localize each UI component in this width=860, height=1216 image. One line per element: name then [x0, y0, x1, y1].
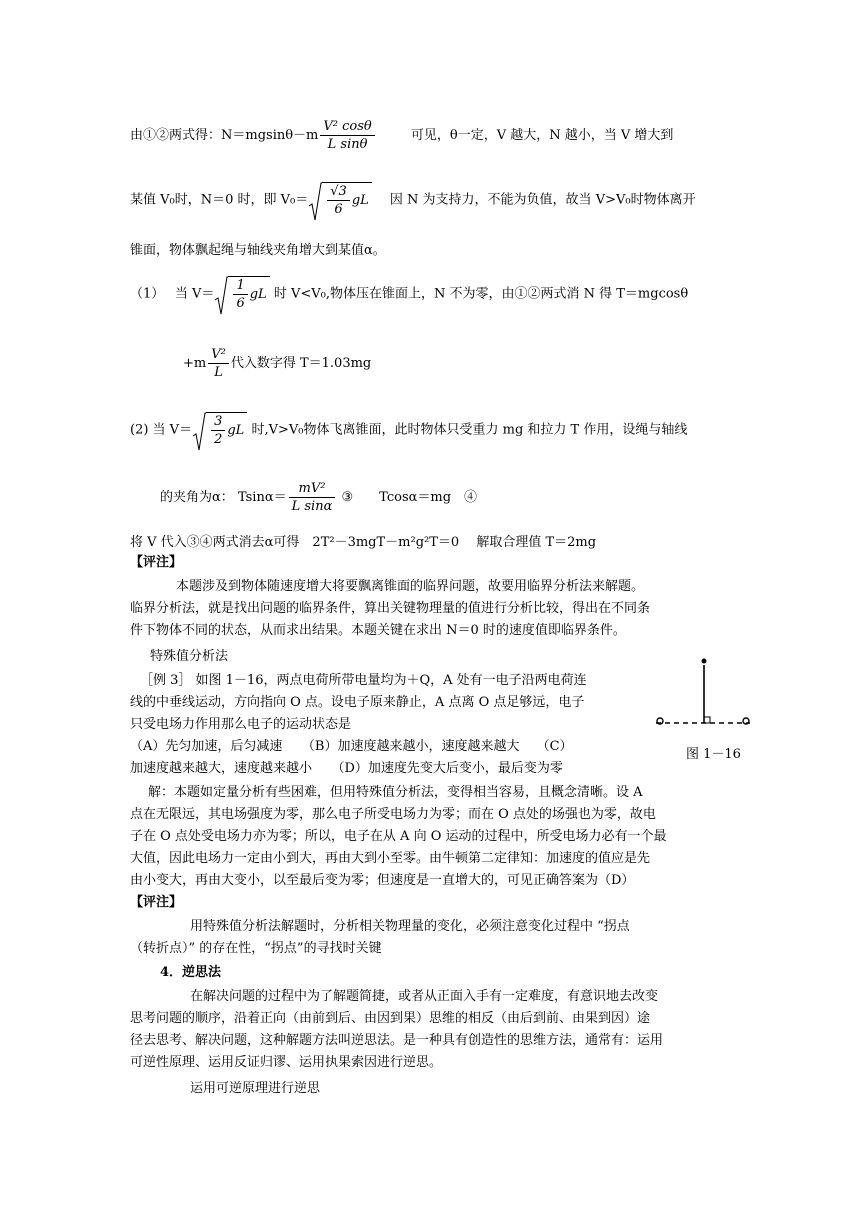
text: 可见，θ一定，V 越大，N 越小，当 V 增大到 [410, 128, 674, 143]
text: 由①②两式得：N＝mgsinθ－m [130, 128, 319, 143]
section-heading: 4．逆思法 [160, 965, 222, 980]
figure-1-16 [652, 655, 762, 765]
comment-label: 【评注】 [130, 555, 183, 570]
charge-diagram [652, 655, 762, 735]
document-page: 由①②两式得：N＝mgsinθ－m $\frac{\text{V² cosθ}}{\text{L sinθ}}$ 可见，θ一定，V 越大，N 越小，当 V 增大到 某值 V₀时，N＝0 时，即 V₀＝ $\frac{√3}{6}$ gL 因 N 为支持力，不能为负值，故当 V>V₀时物体离开 锥面，物体飘起绳与轴线夹角增大到某值α。 （1） 当 V＝ $\frac{1}{6}$ gL 时 V<V₀,物体压在锥面上，N 不为零，由①②两式消 N 得 T＝mgcosθ +m $\frac{\text{V²}}{L}$ 代入数字得 T＝1.03mg (2) 当 V＝ $\frac{3}{2}$ gL 时,V>V₀物体飞离锥面，此时物体只受重力 mg 和拉力 T 作用，设绳与轴线 的夹角为α： Tsinα＝ $\frac{\text{mV²}}{\text{L sinα}}$ ③ Tcosα＝mg ④ 将 V 代入③④两式消去α可得 2T²－3mgT－m²g²T＝0 解取合理值 T＝2mg 【评注】 本题涉及到物体随速度增大将要飘离锥面的临界问题，故要用临界分析法来解题。 临界分析法，就是找出问题的临界条件，算出关键物理量的值进行分析比较，得出在不同条 件下物体不同的状态，从而求出结果。本题关键在求出 N＝0 时的速度值即临界条件。 特殊值分析法 ［例 3］ 如图 1－16，两点电荷所带电量均为＋Q，A 处有一电子沿两电荷连 线的中垂线运动，方向指向 O 点。设电子原来静止，A 点离 O 点足够远，电子 只受电场力作用那么电子的运动状态是 （A）先匀加速，后匀减速 （B）加速度越来越小，速度越来越大 （C） 加速度越来越大，速度越来越小 （D）加速度先变大后变小，最后变为零 图 1－16 解：本题如定量分析有些困难，但用特殊值分析法，变得相当容易，且概念清晰。设 A 点在无限远，其电场强度为零，那么电子所受电场力为零；而在 O 点处的场强也为零，故电 子在 O 点处受电场力亦为零；所以，电子在从 A 向 O 运动的过程中，所受电场力必有一个最 大值，因此电场力一定由小到大，再由大到小至零。由牛顿第二定律知：加速度的值应是先 由小变大，再由大变小，以至最后变为零；但速度是一直增大的，可见正确答案为（D） 【评注】 用特殊值分析法解题时，分析相关物理量的变化，必须注意变化过程中 “拐点 （转折点）” 的存在性，“拐点”的寻找时关键 4．逆思法 在解决问题的过程中为了解题简捷，或者从正面入手有一定难度，有意识地去改变 思考问题的顺序，沿着正向（由前到后、由因到果）思维的相反（由后到前、由果到因）途 径去思考、解决问题，这种解题方法叫逆思法。是一种具有创造性的思维方法，通常有：运用 可逆性原理、运用反证归谬、运用执果索因进行逆思。 运用可逆原理进行逆思 [0, 0, 860, 1216]
equation-line-1 [130, 118, 673, 153]
equation-line-7: 的夹角为α： Tsinα＝ $\frac{\text{mV²}}{\text{L sinα}}$ ③ Tcosα＝mg ④ [160, 481, 478, 514]
sqrt: $\frac{√3}{6}$ gL [308, 182, 372, 218]
comment-label: 【评注】 [130, 895, 183, 910]
equation-line-5: +m $\frac{\text{V²}}{L}$ 代入数字得 T＝1.03mg [183, 347, 372, 380]
equation-line-6: (2) 当 V＝ $\frac{3}{2}$ gL 时,V>V₀物体飞离锥面，此时物体只受重力 mg 和拉力 T 作用，设绳与轴线 [130, 412, 687, 448]
section-heading: 特殊值分析法 [150, 649, 229, 664]
equation-line-2: 某值 V₀时，N＝0 时，即 V₀＝ $\frac{√3}{6}$ gL 因 N 为支持力，不能为负值，故当 V>V₀时物体离开 [130, 182, 696, 218]
figure-caption: 图 1－16 [686, 747, 741, 762]
fraction: $\frac{\text{V² cosθ}}{\text{L sinθ}}$ [320, 118, 374, 153]
text-line: 将 V 代入③④两式消去α可得 2T²－3mgT－m²g²T＝0 解取合理值 T＝2mg [130, 535, 597, 550]
text-line: 锥面，物体飘起绳与轴线夹角增大到某值α。 [130, 243, 386, 258]
equation-line-4: （1） 当 V＝ $\frac{1}{6}$ gL 时 V<V₀,物体压在锥面上，N 不为零，由①②两式消 N 得 T＝mgcosθ [130, 276, 688, 312]
subsection-heading: 运用可逆原理进行逆思 [190, 1081, 321, 1096]
